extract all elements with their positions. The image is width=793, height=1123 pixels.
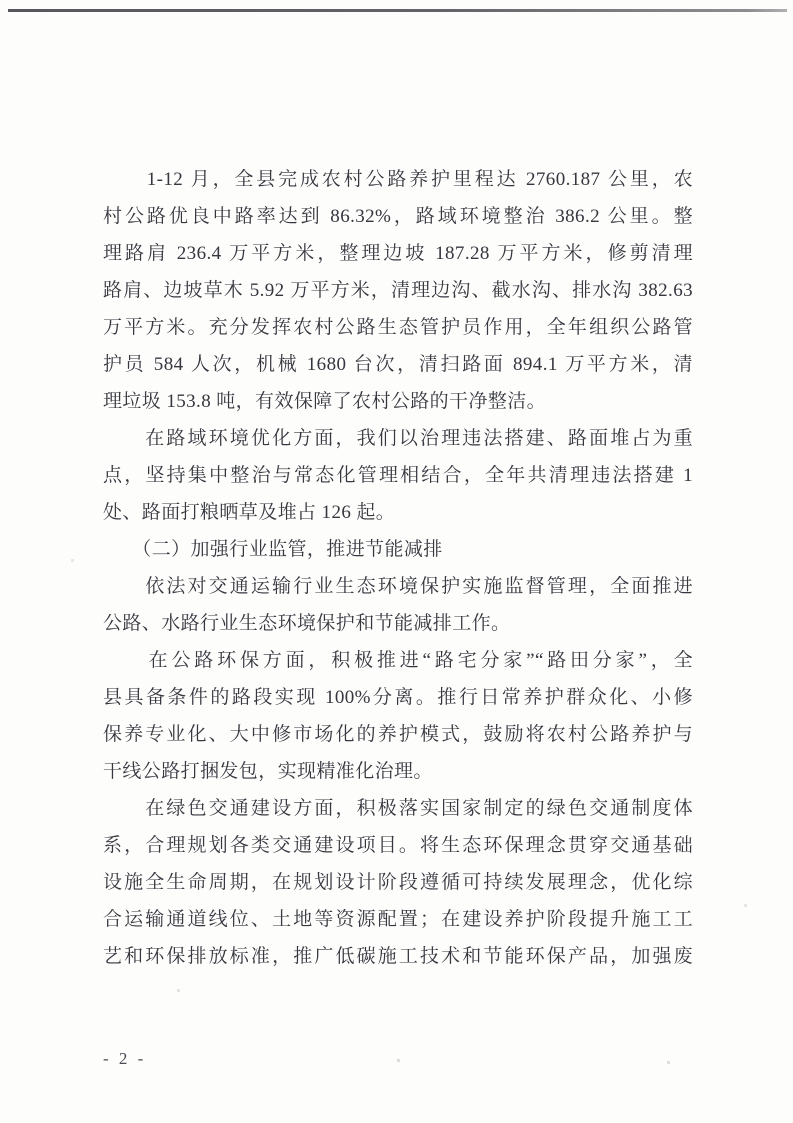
text-line: 点，坚持集中整治与常态化管理相结合，全年共清理违法搭建 1 [103,465,693,486]
text-line: 系，合理规划各类交通建设项目。将生态环保理念贯穿交通基础 [103,835,693,856]
text-line: 护员 584 人次，机械 1680 台次，清扫路面 894.1 万平方米，清 [103,354,693,375]
text-line: 理垃圾 153.8 吨，有效保障了农村公路的干净整洁。 [103,391,547,412]
scan-artifact-line [8,9,787,12]
text-line: 公路、水路行业生态环境保护和节能减排工作。 [103,613,511,634]
text-line: 保养专业化、大中修市场化的养护模式，鼓励将农村公路养护与 [103,724,693,745]
text-line: 理路肩 236.4 万平方米，整理边坡 187.28 万平方米，修剪清理 [103,243,693,264]
text-line: 路肩、边坡草木 5.92 万平方米，清理边沟、截水沟、排水沟 382.63 [103,280,693,301]
text-line: 依法对交通运输行业生态环境保护实施监督管理，全面推进 [103,576,693,597]
text-line: 在路域环境优化方面，我们以治理违法搭建、路面堆占为重 [103,428,693,449]
text-line: 1-12 月，全县完成农村公路养护里程达 2760.187 公里，农 [103,169,693,190]
text-line: 县具备条件的路段实现 100%分离。推行日常养护群众化、小修 [103,687,693,708]
text-block [103,161,693,975]
scan-speckles [0,0,1,1]
text-line: 干线公路打捆发包，实现精准化治理。 [103,761,433,782]
text-line: 艺和环保排放标准，推广低碳施工技术和节能环保产品，加强废 [103,946,693,967]
text-line: 处、路面打粮晒草及堆占 126 起。 [103,502,396,523]
page-number: - 2 - [103,1049,147,1068]
text-line: 合运输通道线位、土地等资源配置；在建设养护阶段提升施工工 [103,909,693,930]
text-line: 在公路环保方面，积极推进“路宅分家”“路田分家”，全 [103,650,693,671]
text-line: 在绿色交通建设方面，积极落实国家制定的绿色交通制度体 [103,798,693,819]
text-line: 万平方米。充分发挥农村公路生态管护员作用，全年组织公路管 [103,317,693,338]
section-heading: （二）加强行业监管，推进节能减排 [103,539,443,560]
text-line: 村公路优良中路率达到 86.32%，路域环境整治 386.2 公里。整 [103,206,693,227]
text-line: 设施全生命周期，在规划设计阶段遵循可持续发展理念，优化综 [103,872,693,893]
